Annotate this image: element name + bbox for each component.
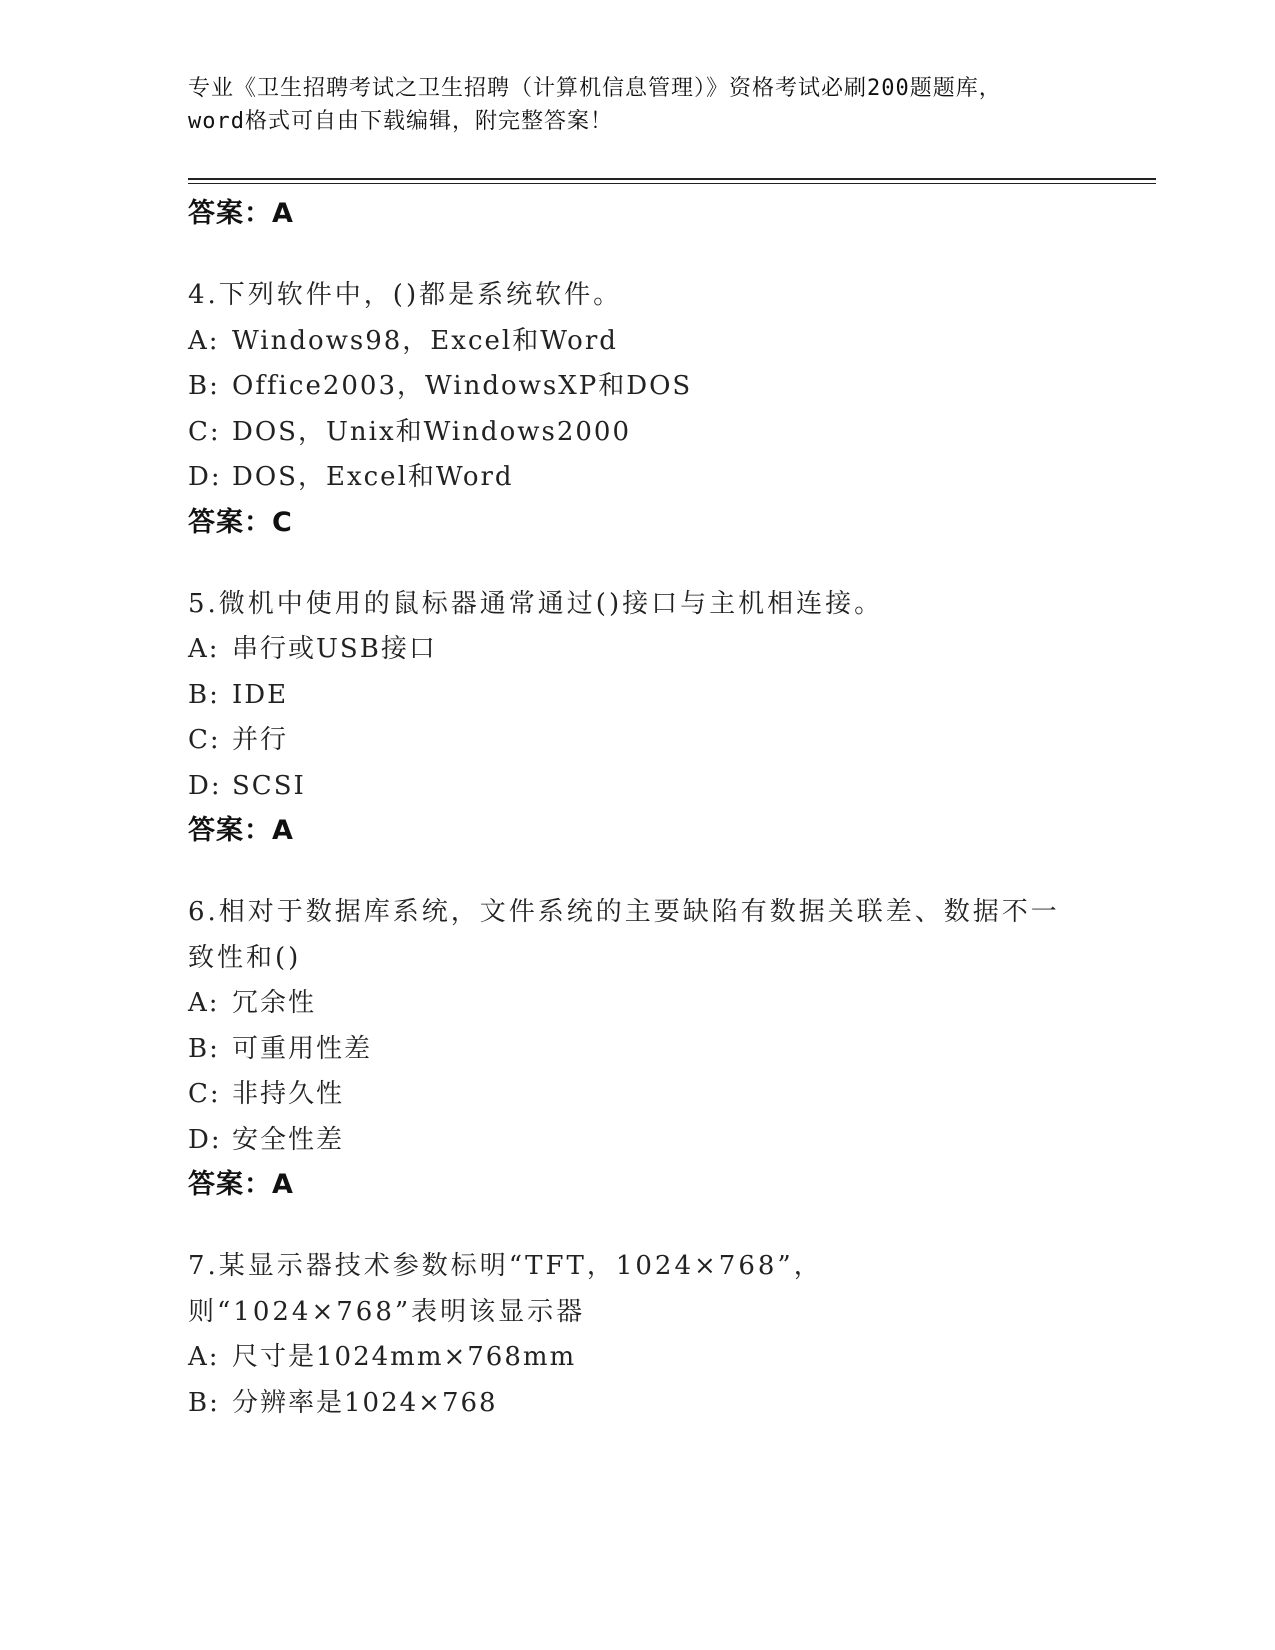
option-b <box>188 1027 1088 1073</box>
option-key: A: <box>188 634 220 664</box>
answer-label: 答案： <box>188 198 272 229</box>
option-text: SCSI <box>232 770 306 801</box>
header-divider <box>188 178 1156 180</box>
option-text: IDE <box>232 679 289 710</box>
option-key: A: <box>188 988 220 1018</box>
answer-label: 答案： <box>188 1169 272 1200</box>
header-divider-thin <box>188 183 1156 184</box>
option-c <box>188 410 1088 456</box>
option-b <box>188 364 1088 410</box>
option-key: B: <box>188 679 220 710</box>
option-b <box>188 1381 1088 1427</box>
option-c <box>188 718 1088 764</box>
option-key: C: <box>188 725 221 755</box>
option-text: 安全性差 <box>232 1124 345 1155</box>
answer-line <box>188 1163 1088 1207</box>
header-line-2: word格式可自由下载编辑，附完整答案！ <box>188 109 613 134</box>
option-d <box>188 1118 1088 1164</box>
option-d <box>188 764 1088 810</box>
option-key: B: <box>188 1033 220 1064</box>
header-line-1: 专业《卫生招聘考试之卫生招聘（计算机信息管理）》资格考试必刷200题题库， <box>188 76 1002 101</box>
document-body <box>188 192 1088 1426</box>
answer-label: 答案： <box>188 815 272 846</box>
option-a <box>188 1335 1088 1381</box>
option-key: D: <box>188 770 222 801</box>
question-6 <box>188 890 1088 1207</box>
answer-value: C <box>272 506 293 538</box>
question-4 <box>188 273 1088 545</box>
option-key: B: <box>188 1387 220 1418</box>
option-text: 冗余性 <box>232 988 317 1018</box>
question-text: 5.微机中使用的鼠标器通常通过()接口与主机相连接。 <box>188 588 884 619</box>
answer-label: 答案： <box>188 506 272 538</box>
option-a <box>188 319 1088 365</box>
option-d <box>188 455 1088 501</box>
answer-line <box>188 501 1088 545</box>
answer-value: A <box>272 815 294 846</box>
option-text: 分辨率是1024×768 <box>232 1387 498 1418</box>
option-text: DOS，Unix和Windows2000 <box>232 416 631 447</box>
option-key: D: <box>188 462 222 492</box>
answer-value: A <box>272 1169 294 1200</box>
option-key: A: <box>188 325 220 356</box>
question-7 <box>188 1244 1088 1426</box>
document-header <box>188 72 1088 138</box>
option-key: C: <box>188 1079 221 1109</box>
option-key: A: <box>188 1342 220 1372</box>
option-text: 串行或USB接口 <box>232 634 437 664</box>
answer-line <box>188 809 1088 853</box>
option-a <box>188 627 1088 673</box>
option-b <box>188 673 1088 719</box>
option-key: C: <box>188 416 221 447</box>
option-key: B: <box>188 371 220 401</box>
option-text: 并行 <box>232 725 289 755</box>
question-text: 7.某显示器技术参数标明“TFT，1024×768”，则“1024×768”表明该显示器 <box>188 1251 823 1327</box>
question-text: 6.相对于数据库系统，文件系统的主要缺陷有数据关联差、数据不一致性和() <box>188 897 1060 973</box>
option-text: 尺寸是1024mm×768mm <box>232 1342 577 1372</box>
option-text: DOS，Excel和Word <box>232 462 514 492</box>
option-a <box>188 981 1088 1027</box>
option-text: Windows98，Excel和Word <box>232 325 618 356</box>
question-5 <box>188 582 1088 854</box>
option-key: D: <box>188 1124 222 1155</box>
question-text: 4.下列软件中，()都是系统软件。 <box>188 280 623 310</box>
answer-value: A <box>272 198 294 229</box>
answer-line <box>188 192 1088 236</box>
option-c <box>188 1072 1088 1118</box>
option-text: 非持久性 <box>232 1079 345 1109</box>
option-text: 可重用性差 <box>232 1033 373 1064</box>
option-text: Office2003，WindowsXP和DOS <box>232 371 693 401</box>
